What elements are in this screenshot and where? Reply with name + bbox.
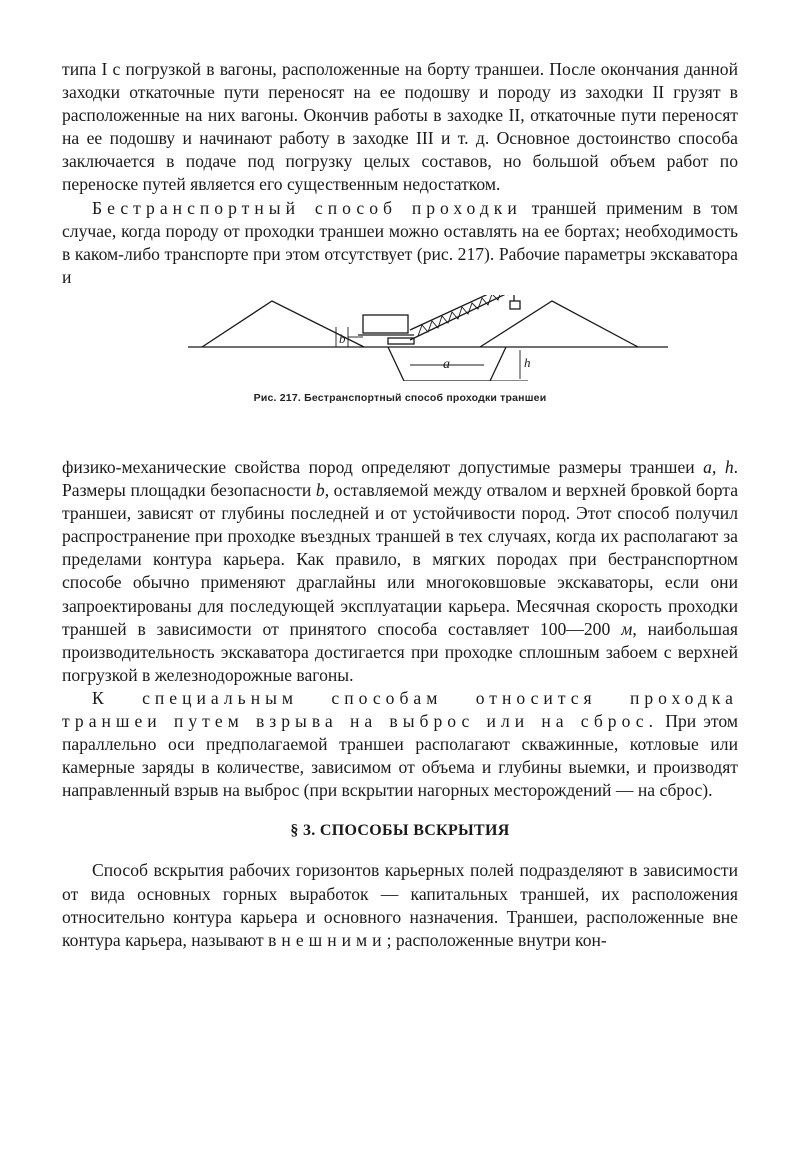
label-a: a: [443, 356, 450, 372]
text-run: , оставляемой между отвалом и верхней бровкой борта траншеи, зависят от глубины последней и от устойчивости пород. Этот способ получил распространение при проходке въездных траншей в тех случаях, когда их располагают за пределами контура карьера. Как правило, в мягких породах при бестранспортном способе обычно применяют драглайны или многоковшовые экскаваторы, если они запроектированы для последующей эксплуатации карьера. Месячная скорость проходки траншей в зависимости от принятого способа составляет 100—200: [62, 480, 739, 639]
trench-diagram: [188, 295, 668, 381]
paragraph-2: [62, 197, 738, 289]
label-b: b: [339, 330, 346, 346]
paragraph-1: типа I с погрузкой в вагоны, расположенные на борту траншеи. После окончания данной заходки откаточные пути переносят на ее подошву и породу из заходки II грузят в расположенные на них вагоны. Окончив работы в заходке II, откаточные пути переносят на ее подошву и начинают работу в заходке III и т. д. Основное достоинство способа заключается в подаче под погрузку целых составов, но большой объем работ по переноске путей является его существенным недостатком.: [62, 59, 738, 195]
var-h: h: [724, 456, 734, 477]
figure-caption: Рис. 217. Бестранспортный способ проходки траншеи: [253, 391, 547, 404]
text-run: ; расположенные внутри кон-: [386, 929, 607, 950]
paragraph-2-text: траншей применим в том случае, когда породу от проходки траншеи можно оставлять на ее бортах; необходимость в каком-либо транспорте при этом отсутствует (рис. 217). Рабочие параметры экскаватора и: [62, 197, 739, 287]
right-spoil-heap: [480, 301, 638, 347]
bucket-icon: [510, 301, 520, 309]
paragraph-4: [62, 687, 738, 802]
spaced-term: Бестранспортный способ проходки: [92, 197, 522, 218]
text-run: ,: [711, 456, 725, 477]
label-h: h: [524, 354, 531, 370]
var-b: b: [315, 480, 325, 501]
unit-m: м: [621, 618, 633, 639]
excavator-track: [388, 338, 414, 344]
text-run: физико-механические свойства пород определяют допустимые размеры траншеи: [62, 456, 704, 477]
text-run: Способ вскрытия рабочих горизонтов карьерных полей подразделяют в зависимости от вида основных горных выработок — капитальных траншей, их расположения относительно контура карьера и основного назначения. Траншеи, расположенные вне контура карьера, называют: [62, 860, 738, 950]
excavator-cab: [363, 315, 408, 333]
paragraph-4-text: При этом параллельно оси предполагаемой траншеи располагают скважинные, котловые или камерные заряды в количестве, зависимом от объема и глубины выемки, и производят направленный взрыв на выброс (при вскрытии нагорных месторождений — на сброс).: [62, 710, 738, 801]
paragraph-3: [62, 456, 738, 687]
text-run: . Размеры площадки безопасности: [62, 456, 739, 501]
var-a: a: [703, 456, 712, 477]
boom-lower: [410, 295, 512, 340]
boom-upper: [410, 295, 512, 330]
figure-217: [62, 291, 738, 456]
spaced-term: внешними: [268, 929, 387, 950]
paragraph-5: [62, 859, 738, 951]
page: [62, 58, 738, 952]
spaced-term: К специальным способам относится проходка траншеи путем взрыва на выброс или на сброс.: [62, 687, 738, 731]
text-run: , наибольшая производительность экскаватора достигается при проходке сплошным забоем с верхней погрузкой в железнодорожные вагоны.: [62, 618, 738, 685]
section-heading: § 3. СПОСОБЫ ВСКРЫТИЯ: [290, 822, 510, 840]
